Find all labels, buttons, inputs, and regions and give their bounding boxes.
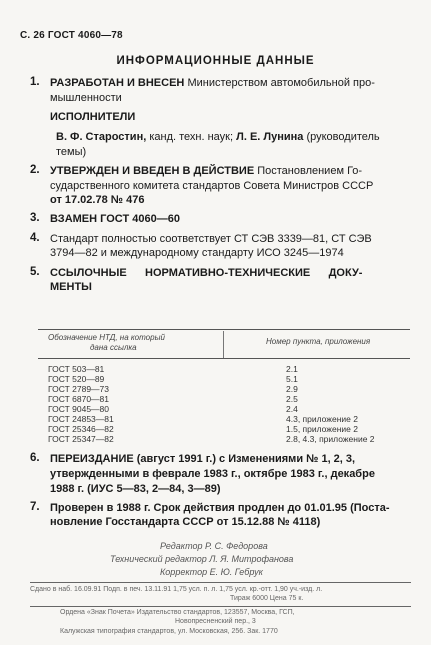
table-cell-ref: 2.4 xyxy=(286,404,298,414)
table-header-col-1-line-2: дана ссылка xyxy=(90,343,137,352)
item-4-number: 4. xyxy=(30,232,40,244)
table-cell-ref: 2.9 xyxy=(286,384,298,394)
item-2-text: Постановлением Го- xyxy=(257,165,363,177)
item-7-line-1: Проверен в 1988 г. Срок действия продлен до 01.01.95 (Поста- xyxy=(50,502,390,514)
item-6-line-1 xyxy=(50,452,422,467)
tech-editor-line: Технический редактор Л. Я. Митрофанова xyxy=(110,554,294,564)
table-cell-ref: 5.1 xyxy=(286,374,298,384)
item-6-text: (август 1991 г.) с Изменениями № 1, 2, 3, xyxy=(136,453,356,465)
table-cell-doc: ГОСТ 6870—81 xyxy=(48,394,110,404)
table-header-col-2: Номер пункта, приложения xyxy=(266,337,371,346)
item-1-bold: РАЗРАБОТАН И ВНЕСЕН xyxy=(50,77,185,89)
table-row xyxy=(38,364,410,374)
imprint-top-rule xyxy=(30,582,411,583)
imprint-line-5: Калужская типография стандартов, ул. Московская, 256. Зак. 1770 xyxy=(60,628,278,635)
item-5-line-2: МЕНТЫ xyxy=(50,281,92,293)
author-2-role: (руководитель xyxy=(306,131,380,143)
item-3-text: ВЗАМЕН ГОСТ 4060—60 xyxy=(50,213,180,225)
table-cell-doc: ГОСТ 25346—82 xyxy=(48,424,114,434)
section-title: ИНФОРМАЦИОННЫЕ ДАННЫЕ xyxy=(116,55,315,67)
table-cell-doc: ГОСТ 24853—81 xyxy=(48,414,114,424)
table-cell-ref: 2.1 xyxy=(286,364,298,374)
imprint-line-1: Сдано в наб. 16.09.91 Подп. в печ. 13.11.91 1,75 усл. п. л. 1,75 усл. кр.-отт. 1,90 уч.-изд. л. xyxy=(30,586,323,593)
table-header-divider xyxy=(223,331,224,359)
item-6-number: 6. xyxy=(30,452,40,464)
item-2-line-1 xyxy=(50,164,422,179)
table-row xyxy=(38,434,410,444)
item-2-line-2: сударственного комитета стандартов Совета Министров СССР xyxy=(50,180,374,192)
table-cell-ref: 1.5, приложение 2 xyxy=(286,424,358,434)
item-7-line-2: новление Госстандарта СССР от 15.12.88 № 4118) xyxy=(50,516,321,528)
imprint-line-3: Ордена «Знак Почета» Издательство стандартов, 123557, Москва, ГСП, xyxy=(60,609,295,616)
item-6-line-3: 1988 г. (ИУС 5—83, 2—84, 3—89) xyxy=(50,483,221,495)
item-3-number: 3. xyxy=(30,212,40,224)
author-1-degree: канд. техн. наук; xyxy=(149,131,234,143)
table-header-col-1-line-1: Обозначение НТД, на который xyxy=(48,333,165,342)
table-row xyxy=(38,374,410,384)
table-top-rule xyxy=(38,329,410,330)
table-cell-doc: ГОСТ 520—89 xyxy=(48,374,105,384)
item-1-number: 1. xyxy=(30,76,40,88)
table-cell-ref: 4.3, приложение 2 xyxy=(286,414,358,424)
table-cell-ref: 2.5 xyxy=(286,394,298,404)
table-cell-ref: 2.8, 4.3, приложение 2 xyxy=(286,434,375,444)
item-1-text: Министерством автомобильной про- xyxy=(187,77,375,89)
table-row xyxy=(38,424,410,434)
item-1-line-1 xyxy=(50,76,422,91)
table-cell-doc: ГОСТ 25347—82 xyxy=(48,434,114,444)
table-cell-doc: ГОСТ 2789—73 xyxy=(48,384,110,394)
item-2-line-3: от 17.02.78 № 476 xyxy=(50,194,145,206)
item-1-line-2: мышленности xyxy=(50,92,122,104)
authors-line-1 xyxy=(56,130,421,145)
item-4-line-1: Стандарт полностью соответствует СТ СЭВ 3339—81, СТ СЭВ xyxy=(50,233,372,245)
authors-line-2: темы) xyxy=(56,146,87,158)
table-row xyxy=(38,414,410,424)
table-cell-doc: ГОСТ 9045—80 xyxy=(48,404,110,414)
editor-line: Редактор Р. С. Федорова xyxy=(160,541,268,551)
imprint-line-2: Тираж 6000 Цена 75 к. xyxy=(230,595,304,602)
ispolniteli-heading: ИСПОЛНИТЕЛИ xyxy=(50,111,136,123)
table-row xyxy=(38,394,410,404)
item-2-bold: УТВЕРЖДЕН И ВВЕДЕН В ДЕЙСТВИЕ xyxy=(50,165,255,177)
table-row xyxy=(38,404,410,414)
item-6-line-2: утвержденными в феврале 1983 г., октябре 1983 г., декабре xyxy=(50,468,375,480)
corrector-line: Корректор Е. Ю. Гебрук xyxy=(160,567,263,577)
table-cell-doc: ГОСТ 503—81 xyxy=(48,364,105,374)
item-2-number: 2. xyxy=(30,164,40,176)
item-6-bold: ПЕРЕИЗДАНИЕ xyxy=(50,453,134,465)
imprint-mid-rule xyxy=(30,606,411,607)
item-5-line-1: ССЫЛОЧНЫЕ НОРМАТИВНО-ТЕХНИЧЕСКИЕ ДОКУ- xyxy=(50,267,363,279)
imprint-line-4: Новопресненский пер., 3 xyxy=(175,618,256,625)
table-row xyxy=(38,384,410,394)
author-2: Л. Е. Лунина xyxy=(236,131,304,143)
table-header-rule xyxy=(38,358,410,359)
item-5-number: 5. xyxy=(30,266,40,278)
author-1: В. Ф. Старостин, xyxy=(56,131,147,143)
item-7-number: 7. xyxy=(30,501,40,513)
page-header: С. 26 ГОСТ 4060—78 xyxy=(20,30,123,41)
item-4-line-2: 3794—82 и международному стандарту ИСО 3245—1974 xyxy=(50,247,344,259)
